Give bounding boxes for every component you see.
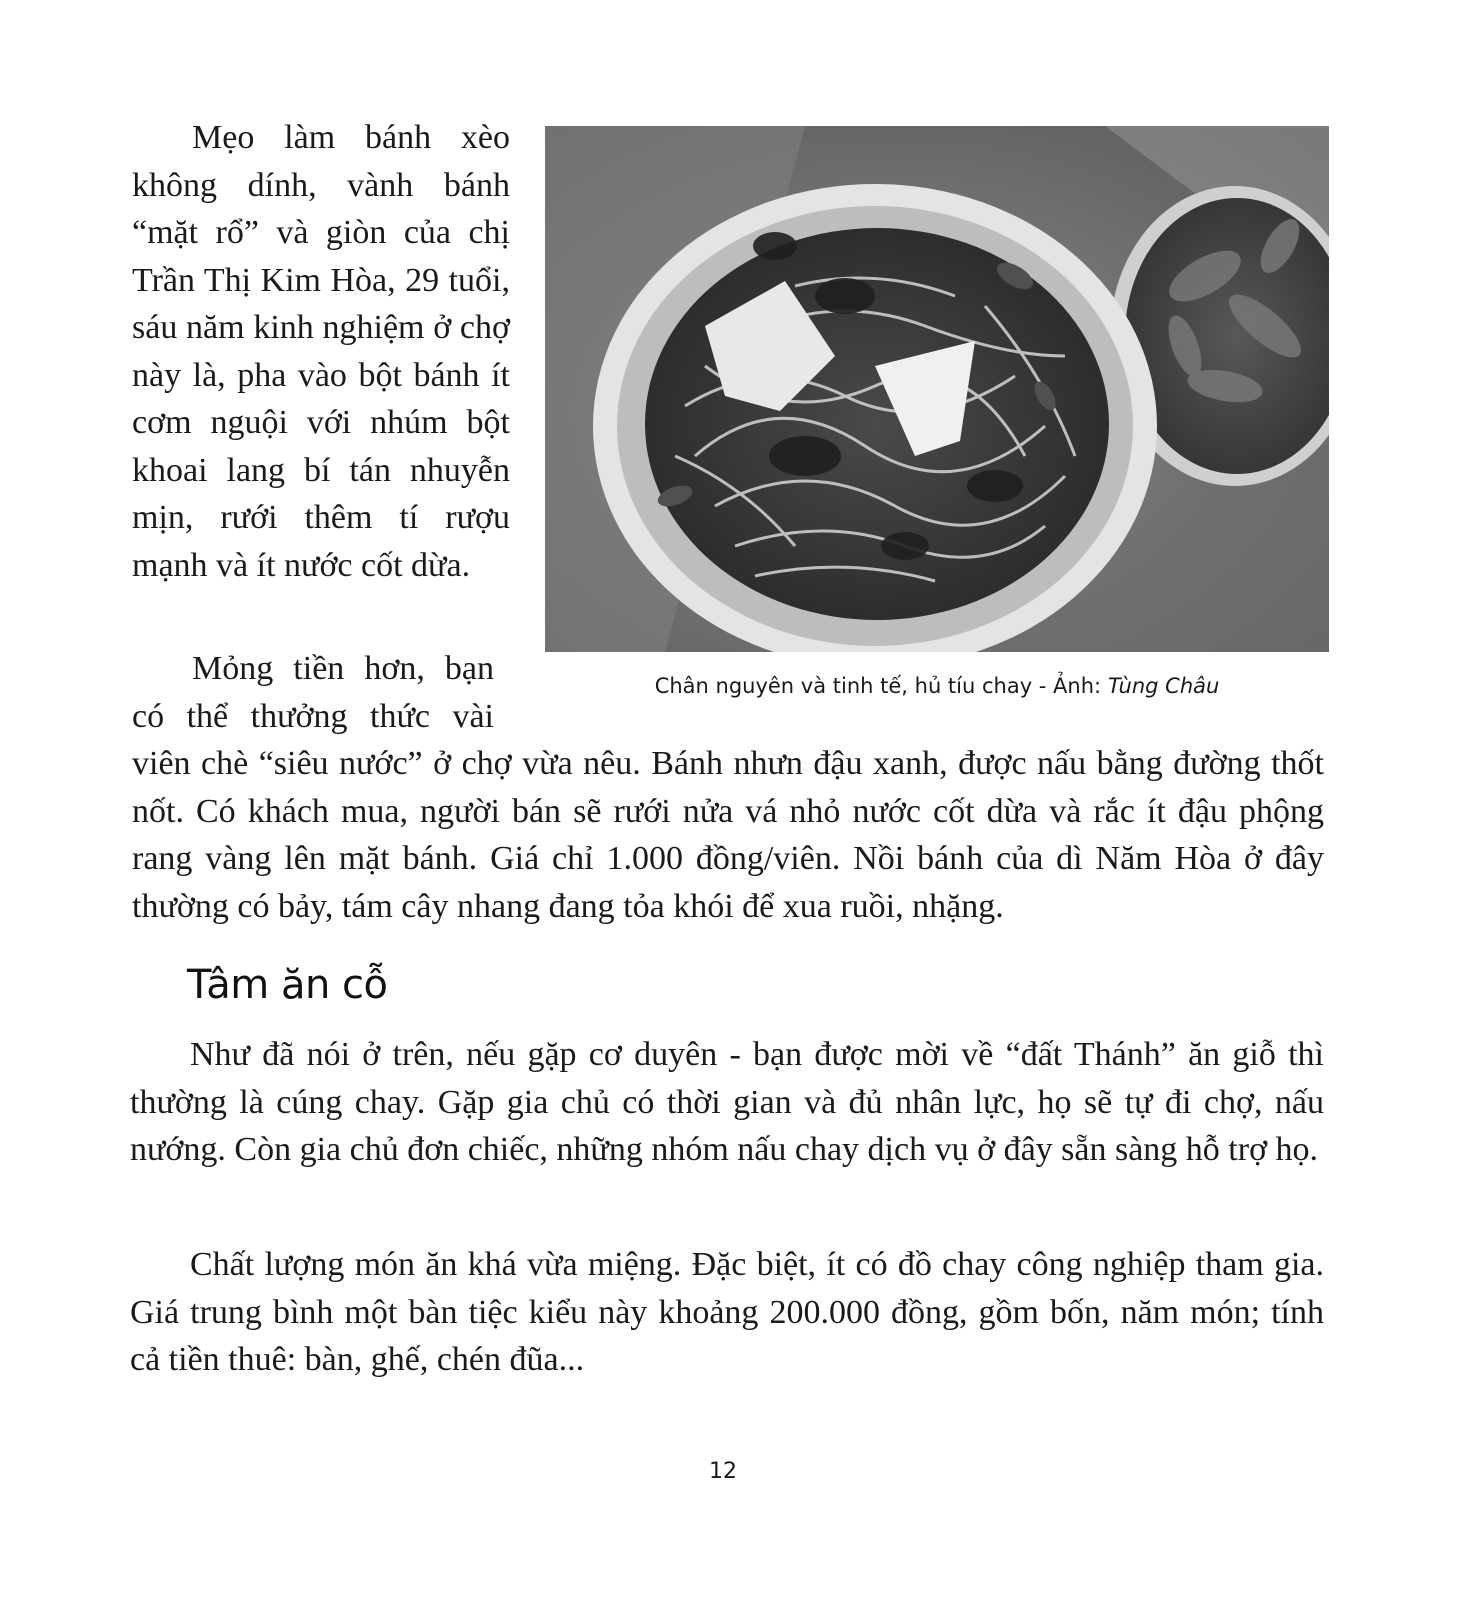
paragraph-vegetarian-feast: Như đã nói ở trên, nếu gặp cơ duyên - bạn được mời về “đất Thánh” ăn giỗ thì thường là cúng chay. Gặp gia chủ có thời gian và đủ nhân lực, họ sẽ tự đi chợ, nấu nướng. Còn gia chủ đơn chiếc, những nhóm nấu chay dịch vụ ở đây sẵn sàng hỗ trợ họ.	[130, 1036, 1324, 1168]
caption-credit: Tùng Châu	[1107, 674, 1220, 698]
photo-wrap-spacer	[512, 645, 1324, 740]
paragraph-food-quality: Chất lượng món ăn khá vừa miệng. Đặc biệt, ít có đồ chay công nghiệp tham gia. Giá trung bình một bàn tiệc kiểu này khoảng 200.000 đồng, gồm bốn, năm món; tính cả tiền thuê: bàn, ghế, chén đũa...	[130, 1246, 1324, 1378]
paragraph-banh-xeo-tip: Mẹo làm bánh xèo không dính, vành bánh “mặt rổ” và giòn của chị Trần Thị Kim Hòa, 29 tuổi, sáu năm kinh nghiệm ở chợ này là, pha vào bột bánh ít cơm nguội với nhúm bột khoai lang bí tán nhuyễn mịn, rưới thêm tí rượu mạnh và ít nước cốt dừa.	[132, 119, 510, 584]
photo-drawing	[545, 126, 1329, 652]
section-heading: Tâm ăn cỗ	[187, 962, 388, 1008]
paragraph-che-dessert-text: Mỏng tiền hơn, bạn có thể thưởng thức vài viên chè “siêu nước” ở chợ vừa nêu. Bánh nhưn đậu xanh, được nấu bằng đường thốt nốt. Có khách mua, người bán sẽ rưới nửa vá nhỏ nước cốt dừa và rắc ít đậu phộng rang vàng lên mặt bánh. Giá chỉ 1.000 đồng/viên. Nồi bánh của dì Năm Hòa ở đây thường có bảy, tám cây nhang đang tỏa khói để xua ruồi, nhặng.	[132, 650, 1324, 925]
page-number: 12	[709, 1459, 737, 1484]
paragraph-che-dessert	[132, 645, 1324, 930]
noodle-bowl-photo	[545, 126, 1329, 652]
caption-text: Chân nguyên và tinh tế, hủ tíu chay - Ảnh:	[654, 674, 1108, 698]
